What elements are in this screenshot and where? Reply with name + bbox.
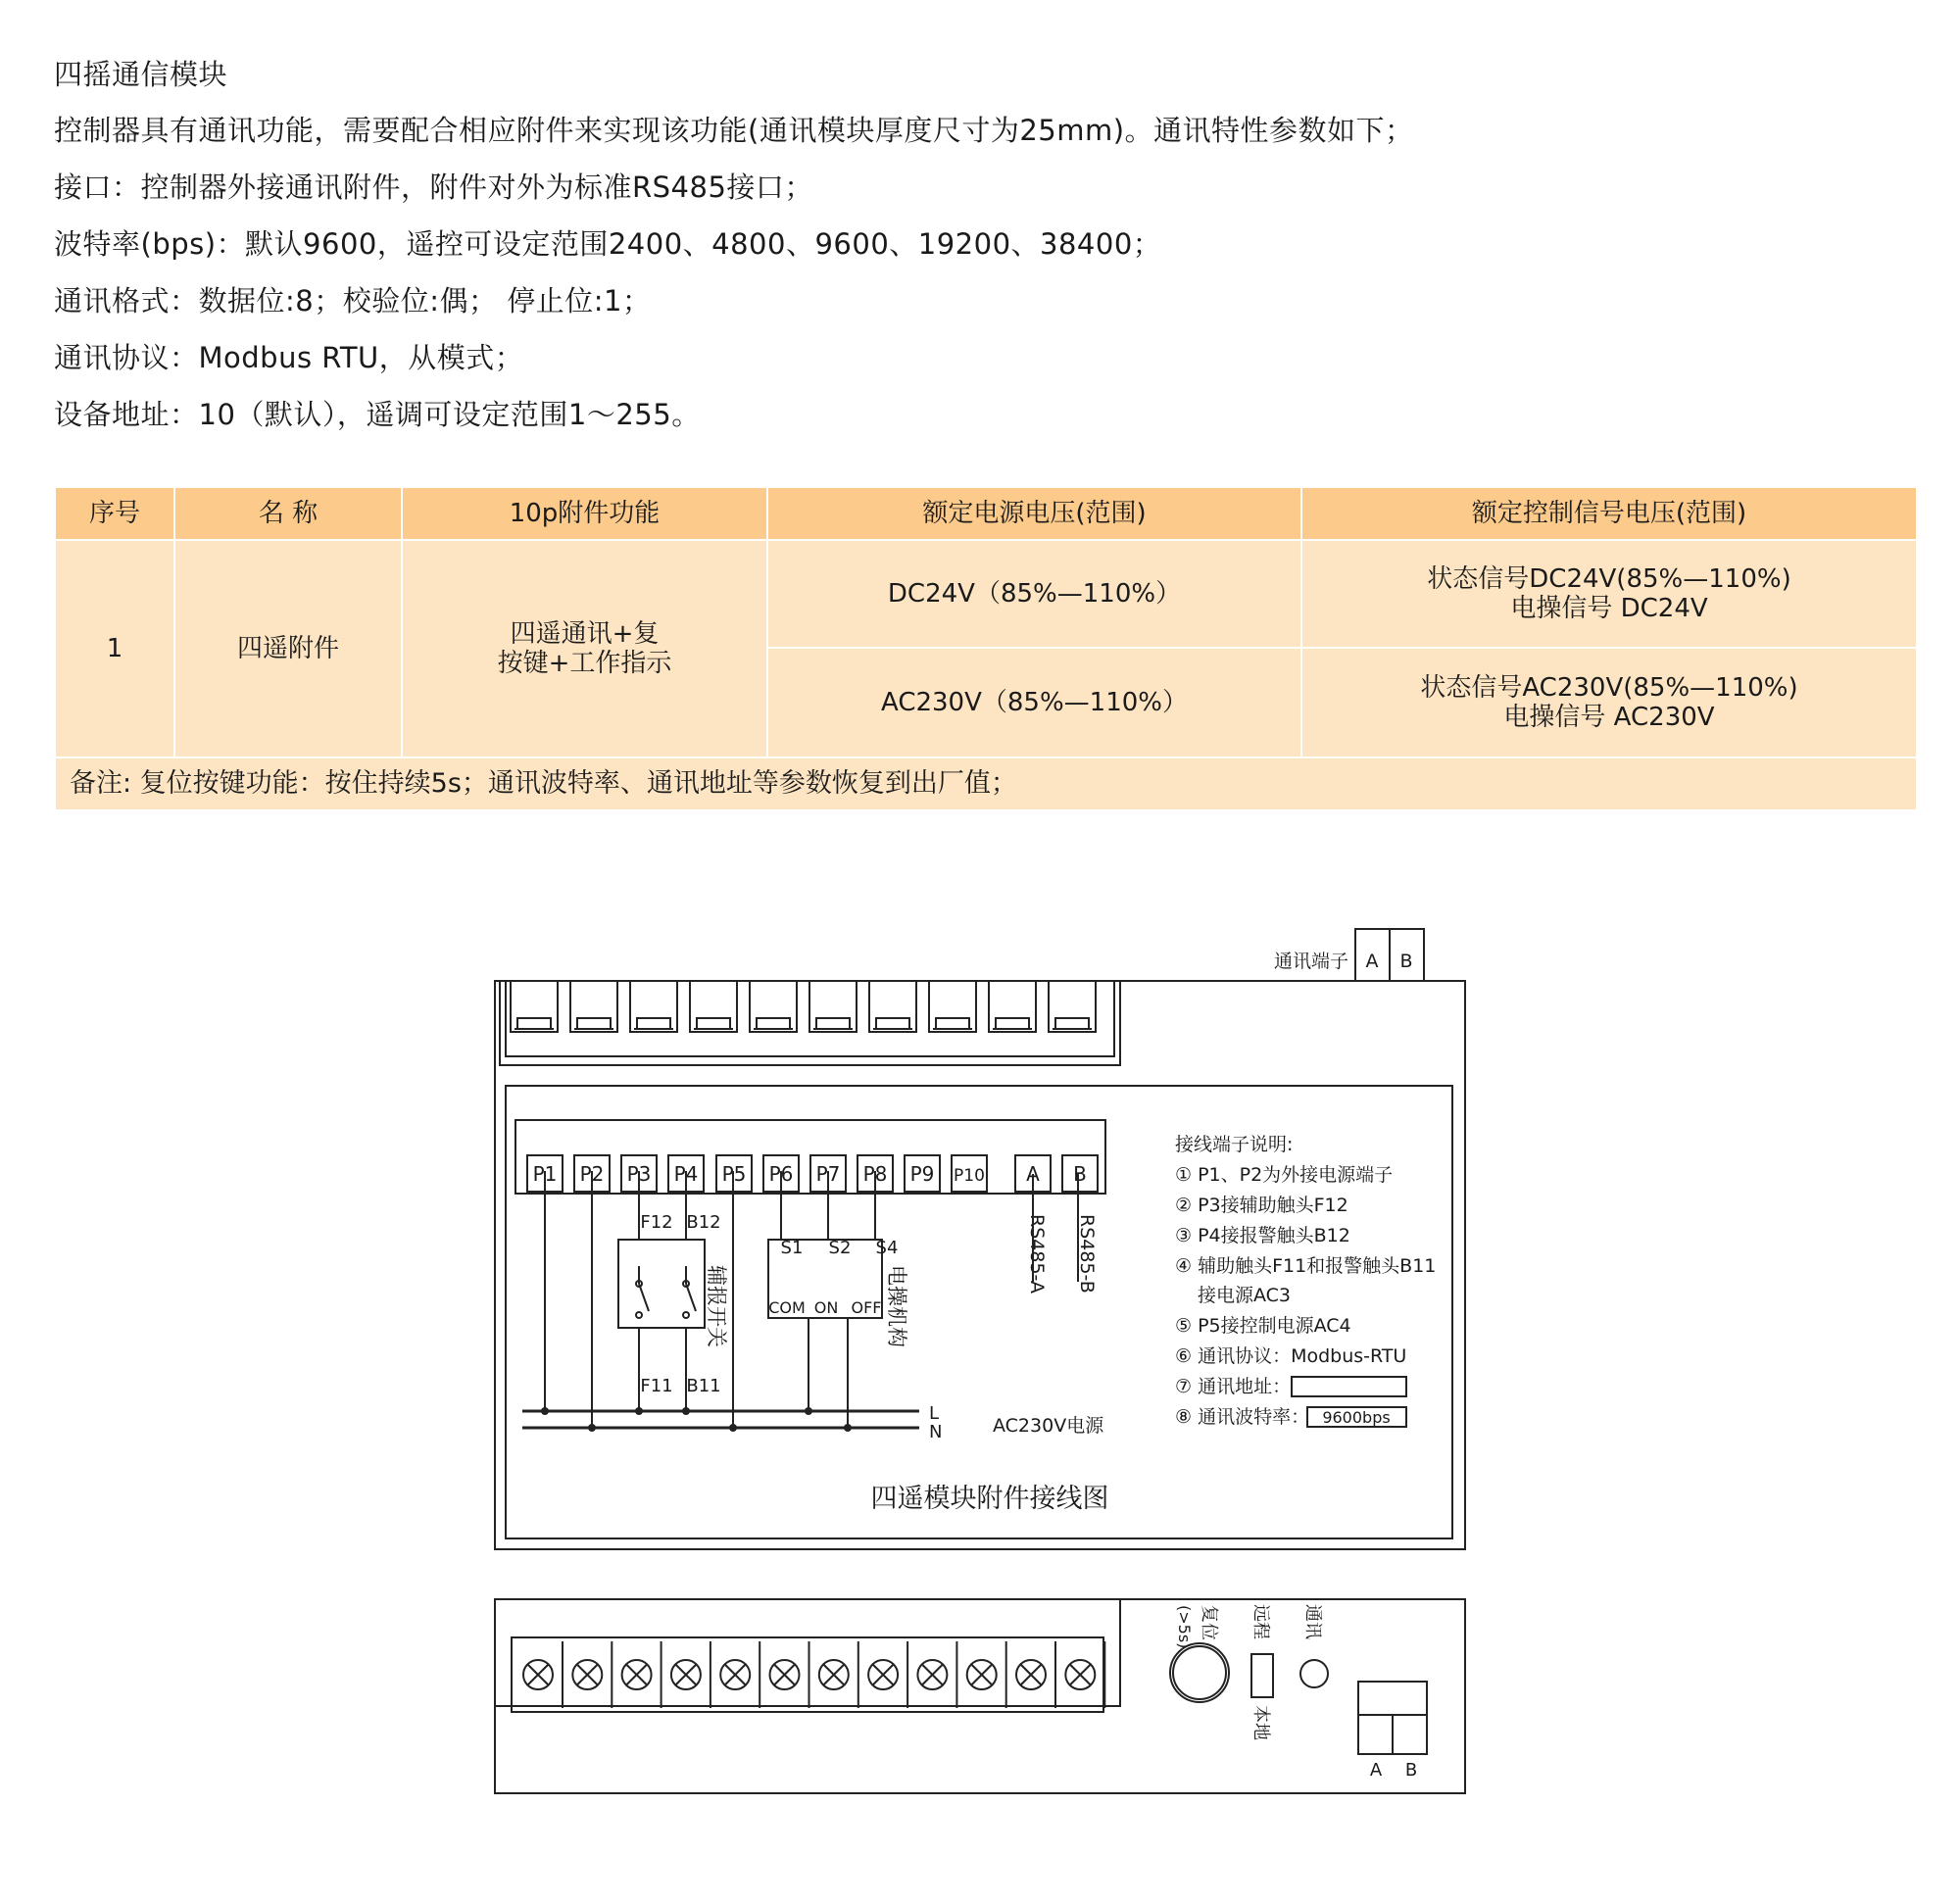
comm-indicator-led — [1300, 1660, 1328, 1687]
intro-line: 通讯格式：数据位:8；校验位:偶； 停止位:1； — [54, 284, 652, 317]
legend-item: 接电源AC3 — [1198, 1285, 1292, 1306]
comm-label: 通讯 — [1302, 1604, 1323, 1639]
signal-line: 电操信号 AC230V — [1503, 703, 1715, 732]
mechanism-bottom-label: OFF — [851, 1298, 882, 1317]
index-cell: 1 — [55, 540, 174, 757]
legend-title: 接线端子说明: — [1175, 1134, 1294, 1155]
intro-line: 接口：控制器外接通讯附件，附件对外为标准RS485接口； — [54, 171, 813, 204]
intro-line: 波特率(bps)：默认9600，遥控可设定范围2400、4800、9600、19200、38400； — [54, 227, 1162, 261]
bus-n-label: N — [929, 1422, 943, 1442]
reset-button[interactable] — [1170, 1643, 1229, 1702]
voltage-cell: DC24V（85%—110%） — [767, 540, 1301, 648]
signal-line: 状态信号DC24V(85%—110%) — [1427, 564, 1791, 594]
signal-line: 电操信号 DC24V — [1510, 594, 1708, 623]
connector-latch — [996, 1018, 1029, 1029]
legend-item: ① P1、P2为外接电源端子 — [1175, 1164, 1394, 1186]
legend-item: ④ 辅助触头F11和报警触头B11 — [1175, 1255, 1437, 1277]
remote-label: 远程 — [1250, 1604, 1271, 1639]
connector-latch — [876, 1018, 909, 1029]
wiring-diagram — [0, 921, 1960, 1904]
switch-contact — [686, 1284, 696, 1311]
connector-latch — [936, 1018, 969, 1029]
spec-table — [54, 486, 1918, 811]
terminal-label: P5 — [721, 1162, 747, 1186]
terminal-label: A — [1026, 1162, 1040, 1186]
mechanism-name: 电操机构 — [885, 1265, 908, 1347]
legend-item: ⑦ 通讯地址： — [1175, 1376, 1292, 1397]
voltage-cell: AC230V（85%—110%） — [767, 648, 1301, 757]
switch-box — [618, 1240, 705, 1328]
header-cell: 序号 — [55, 487, 174, 540]
reset-button-ring — [1173, 1646, 1226, 1699]
switch-top-label: F12 — [640, 1212, 673, 1233]
legend-item: ⑥ 通讯协议：Modbus-RTU — [1175, 1345, 1407, 1367]
switch-top-label: B12 — [686, 1212, 721, 1233]
legend-item: ② P3接辅助触头F12 — [1175, 1195, 1348, 1216]
front-port-pin: A — [1369, 1760, 1383, 1781]
name-cell: 四遥附件 — [174, 540, 402, 757]
mechanism-top-label: S1 — [780, 1238, 804, 1258]
header-cell: 10p附件功能 — [402, 487, 767, 540]
intro-line: 控制器具有通讯功能，需要配合相应附件来实现该功能(通讯模块厚度尺寸为25mm)。通讯特性参数如下； — [54, 114, 1414, 147]
section-title: 四摇通信模块 — [54, 58, 228, 91]
switch-name: 辅报开关 — [705, 1265, 728, 1347]
switch-contact — [639, 1284, 649, 1311]
connector-latch — [1055, 1018, 1089, 1029]
switch-bottom-label: F11 — [640, 1376, 673, 1396]
screw-terminals — [523, 1641, 1104, 1708]
legend-item: ③ P4接报警触头B12 — [1175, 1225, 1350, 1246]
intro-line: 通讯协议：Modbus RTU，从模式； — [54, 341, 524, 374]
function-line: 按键+工作指示 — [497, 649, 672, 678]
terminal-label: B — [1073, 1162, 1087, 1186]
function-cell — [402, 540, 767, 757]
table-row — [55, 540, 1917, 648]
switch-node — [683, 1312, 689, 1318]
connector-latch — [697, 1018, 730, 1029]
connector-latch — [577, 1018, 611, 1029]
connector-latch — [757, 1018, 790, 1029]
screw-terminal-strip — [512, 1637, 1103, 1712]
terminal-label: P2 — [579, 1162, 605, 1186]
diagram-caption: 四遥模块附件接线图 — [870, 1484, 1109, 1514]
table-note-row — [55, 757, 1917, 810]
comm-pin-label: B — [1399, 951, 1413, 972]
connector-latch — [637, 1018, 670, 1029]
rs485-a-label: RS485-A — [1026, 1214, 1048, 1294]
function-line: 四遥通讯+复 — [510, 619, 660, 649]
mechanism-top-label: S4 — [875, 1238, 899, 1258]
connector-slots — [511, 981, 1096, 1032]
bus-power-label: AC230V电源 — [993, 1415, 1104, 1437]
terminal-label: P8 — [862, 1162, 888, 1186]
terminal-blocks — [527, 1155, 1098, 1192]
local-label: 本地 — [1250, 1705, 1271, 1740]
bus-l-label: L — [929, 1403, 940, 1424]
header-cell: 名 称 — [174, 487, 402, 540]
terminal-label: P9 — [909, 1162, 935, 1186]
legend-item: ⑤ P5接控制电源AC4 — [1175, 1315, 1351, 1337]
rs485-b-label: RS485-B — [1076, 1214, 1098, 1294]
terminal-label: P6 — [768, 1162, 794, 1186]
switch-bottom-label: B11 — [686, 1376, 721, 1396]
terminal-label: P1 — [532, 1162, 558, 1186]
address-field — [1292, 1377, 1406, 1396]
wiring-panel — [506, 1086, 1452, 1538]
signal-cell — [1301, 540, 1917, 648]
table-header-row — [55, 487, 1917, 540]
comm-pin-label: A — [1365, 951, 1379, 972]
header-cell: 额定电源电压(范围) — [767, 487, 1301, 540]
baud-value: 9600bps — [1322, 1408, 1391, 1427]
reset-time-label: (>5s) — [1175, 1605, 1194, 1649]
mechanism-bottom-label: COM — [768, 1298, 806, 1317]
switch-node — [636, 1312, 642, 1318]
terminal-label: P4 — [673, 1162, 699, 1186]
terminal-label: P10 — [954, 1166, 985, 1186]
mechanism-top-label: S2 — [828, 1238, 852, 1258]
table-note: 备注: 复位按键功能：按住持续5s；通讯波特率、通讯地址等参数恢复到出厂值； — [55, 757, 1917, 810]
legend-item: ⑧ 通讯波特率： — [1175, 1406, 1310, 1428]
remote-local-switch[interactable] — [1251, 1654, 1273, 1697]
connector-latch — [517, 1018, 551, 1029]
intro-section — [54, 49, 1524, 443]
header-cell: 额定控制信号电压(范围) — [1301, 487, 1917, 540]
comm-terminal-label: 通讯端子 — [1273, 951, 1348, 972]
mechanism-bottom-label: ON — [813, 1298, 839, 1317]
intro-line: 设备地址：10（默认），遥调可设定范围1～255。 — [54, 398, 701, 431]
terminal-label: P7 — [815, 1162, 841, 1186]
signal-cell — [1301, 648, 1917, 757]
reset-label: 复位 — [1199, 1605, 1219, 1640]
terminal-label: P3 — [626, 1162, 652, 1186]
connector-latch — [816, 1018, 850, 1029]
front-port-pin: B — [1404, 1760, 1418, 1781]
signal-line: 状态信号AC230V(85%—110%) — [1420, 673, 1798, 703]
